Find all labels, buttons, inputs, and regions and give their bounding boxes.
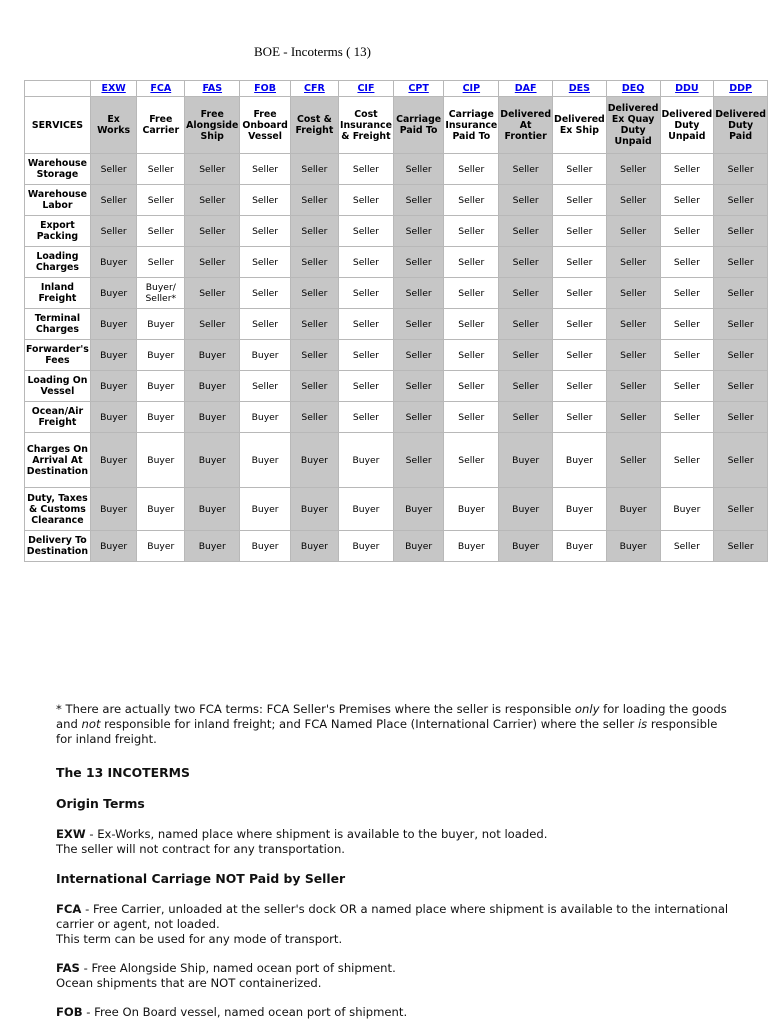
responsibility-cell: Buyer	[240, 402, 291, 433]
responsibility-cell: Buyer	[91, 433, 138, 488]
service-label: Charges On Arrival At Destination	[25, 433, 91, 488]
responsibility-cell: Seller	[291, 216, 339, 247]
responsibility-cell: Seller	[394, 247, 444, 278]
incoterms-table	[24, 80, 768, 562]
responsibility-cell: Seller	[607, 185, 661, 216]
responsibility-cell: Seller	[499, 216, 553, 247]
exw-description: EXW - Ex-Works, named place where shipment is available to the buyer, not loaded. The seller will not contract for any transportation.	[56, 827, 548, 856]
responsibility-cell: Seller	[137, 216, 185, 247]
responsibility-cell: Buyer	[185, 488, 240, 531]
table-row	[25, 371, 768, 402]
responsibility-cell: Buyer	[91, 531, 138, 562]
fob-description: FOB - Free On Board vessel, named ocean port of shipment.	[56, 1005, 408, 1019]
code-header-ddp	[714, 81, 768, 97]
table-row	[25, 278, 768, 309]
service-label: Inland Freight	[25, 278, 91, 309]
responsibility-cell: Seller	[607, 247, 661, 278]
responsibility-cell: Buyer	[394, 488, 444, 531]
responsibility-cell: Seller	[137, 154, 185, 185]
responsibility-cell: Seller	[444, 185, 499, 216]
responsibility-cell: Seller	[394, 278, 444, 309]
responsibility-cell: Buyer	[137, 340, 185, 371]
responsibility-cell: Seller	[185, 216, 240, 247]
responsibility-cell: Buyer	[291, 433, 339, 488]
responsibility-cell: Seller	[714, 371, 768, 402]
responsibility-cell: Seller	[661, 278, 715, 309]
table-row	[25, 433, 768, 488]
name-header-row	[25, 97, 768, 154]
responsibility-cell: Seller	[661, 185, 715, 216]
responsibility-cell: Seller	[661, 216, 715, 247]
heading-origin-terms: Origin Terms	[56, 796, 145, 811]
responsibility-cell: Seller	[499, 247, 553, 278]
term-name-ddu: Delivered Duty Unpaid	[661, 97, 715, 154]
responsibility-cell: Buyer	[444, 531, 499, 562]
responsibility-cell: Buyer	[91, 402, 138, 433]
responsibility-cell: Seller	[607, 154, 661, 185]
responsibility-cell: Buyer	[553, 433, 607, 488]
incoterm-link-ddu[interactable]: DDU	[675, 83, 699, 94]
code-header-row	[25, 81, 768, 97]
responsibility-cell: Buyer	[137, 402, 185, 433]
term-name-fob: Free Onboard Vessel	[240, 97, 291, 154]
service-label: Forwarder's Fees	[25, 340, 91, 371]
responsibility-cell: Seller	[661, 309, 715, 340]
fca-footnote: * There are actually two FCA terms: FCA Seller's Premises where the seller is responsible only for loading the goods and not responsible for inland freight; and FCA Named Place (International Carrier) where the seller is responsible for inland freight.	[56, 702, 727, 746]
responsibility-cell: Buyer	[240, 488, 291, 531]
responsibility-cell: Seller	[714, 488, 768, 531]
responsibility-cell: Seller	[714, 247, 768, 278]
term-name-daf: Delivered At Frontier	[499, 97, 553, 154]
responsibility-cell: Buyer	[291, 531, 339, 562]
responsibility-cell: Seller	[444, 433, 499, 488]
responsibility-cell: Seller	[91, 185, 138, 216]
responsibility-cell: Seller	[607, 340, 661, 371]
responsibility-cell: Seller	[661, 340, 715, 371]
incoterm-link-daf[interactable]: DAF	[514, 83, 537, 94]
responsibility-cell: Buyer	[91, 247, 138, 278]
responsibility-cell: Seller	[339, 216, 394, 247]
service-label: Delivery To Destination	[25, 531, 91, 562]
service-label: Warehouse Labor	[25, 185, 91, 216]
responsibility-cell: Seller	[499, 154, 553, 185]
responsibility-cell: Buyer	[499, 488, 553, 531]
responsibility-cell: Seller	[553, 216, 607, 247]
table-row	[25, 247, 768, 278]
service-label: Loading Charges	[25, 247, 91, 278]
responsibility-cell: Seller	[444, 309, 499, 340]
responsibility-cell: Buyer	[607, 488, 661, 531]
responsibility-cell: Buyer	[499, 433, 553, 488]
responsibility-cell: Seller	[444, 340, 499, 371]
responsibility-cell: Buyer	[553, 488, 607, 531]
responsibility-cell: Seller	[553, 402, 607, 433]
responsibility-cell: Seller	[607, 278, 661, 309]
code-header-cif	[339, 81, 394, 97]
table-row	[25, 185, 768, 216]
responsibility-cell: Seller	[444, 247, 499, 278]
responsibility-cell: Seller	[553, 185, 607, 216]
term-name-cpt: Carriage Paid To	[394, 97, 444, 154]
responsibility-cell: Seller	[553, 371, 607, 402]
responsibility-cell: Seller	[240, 216, 291, 247]
responsibility-cell: Seller	[291, 185, 339, 216]
responsibility-cell: Seller	[339, 340, 394, 371]
term-name-fca: Free Carrier	[137, 97, 185, 154]
responsibility-cell: Seller	[91, 216, 138, 247]
code-header-fca	[137, 81, 185, 97]
responsibility-cell: Seller	[339, 371, 394, 402]
responsibility-cell: Buyer	[185, 402, 240, 433]
incoterm-link-fca[interactable]: FCA	[150, 83, 172, 94]
responsibility-cell: Seller	[240, 154, 291, 185]
responsibility-cell: Buyer	[339, 488, 394, 531]
responsibility-cell: Buyer	[91, 340, 138, 371]
responsibility-cell: Seller	[240, 185, 291, 216]
incoterm-link-exw[interactable]: EXW	[101, 83, 126, 94]
responsibility-cell: Seller	[714, 278, 768, 309]
responsibility-cell: Seller	[185, 309, 240, 340]
responsibility-cell: Seller	[714, 433, 768, 488]
responsibility-cell: Buyer/ Seller*	[137, 278, 185, 309]
responsibility-cell: Seller	[444, 278, 499, 309]
responsibility-cell: Seller	[444, 371, 499, 402]
responsibility-cell: Buyer	[444, 488, 499, 531]
responsibility-cell: Seller	[240, 371, 291, 402]
responsibility-cell: Buyer	[394, 531, 444, 562]
responsibility-cell: Seller	[185, 185, 240, 216]
responsibility-cell: Seller	[499, 402, 553, 433]
responsibility-cell: Seller	[714, 309, 768, 340]
service-label: Loading On Vessel	[25, 371, 91, 402]
responsibility-cell: Seller	[394, 340, 444, 371]
code-header-daf	[499, 81, 553, 97]
notes-section	[56, 702, 736, 1034]
term-name-ddp: Delivered Duty Paid	[714, 97, 768, 154]
code-header-des	[553, 81, 607, 97]
table-row	[25, 340, 768, 371]
incoterm-link-fas[interactable]: FAS	[202, 83, 223, 94]
responsibility-cell: Buyer	[91, 278, 138, 309]
responsibility-cell: Seller	[714, 154, 768, 185]
responsibility-cell: Buyer	[240, 433, 291, 488]
responsibility-cell: Seller	[607, 216, 661, 247]
code-header-fas	[185, 81, 240, 97]
responsibility-cell: Seller	[394, 433, 444, 488]
responsibility-cell: Buyer	[91, 488, 138, 531]
service-label: Warehouse Storage	[25, 154, 91, 185]
code-header-deq	[607, 81, 661, 97]
responsibility-cell: Seller	[394, 371, 444, 402]
responsibility-cell: Seller	[240, 247, 291, 278]
code-header-ddu	[661, 81, 715, 97]
responsibility-cell: Seller	[339, 154, 394, 185]
fas-description: FAS - Free Alongside Ship, named ocean port of shipment. Ocean shipments that are NOT containerized.	[56, 961, 396, 990]
heading-13-incoterms: The 13 INCOTERMS	[56, 765, 190, 780]
responsibility-cell: Buyer	[137, 433, 185, 488]
responsibility-cell: Seller	[714, 402, 768, 433]
incoterm-link-deq[interactable]: DEQ	[621, 83, 645, 94]
table-row	[25, 488, 768, 531]
responsibility-cell: Buyer	[607, 531, 661, 562]
responsibility-cell: Seller	[394, 309, 444, 340]
incoterm-link-cfr[interactable]: CFR	[304, 83, 325, 94]
code-header-cpt	[394, 81, 444, 97]
responsibility-cell: Buyer	[137, 488, 185, 531]
responsibility-cell: Buyer	[339, 531, 394, 562]
responsibility-cell: Seller	[553, 278, 607, 309]
term-name-exw: Ex Works	[91, 97, 138, 154]
responsibility-cell: Seller	[394, 402, 444, 433]
responsibility-cell: Seller	[291, 278, 339, 309]
responsibility-cell: Buyer	[137, 309, 185, 340]
term-name-cif: Cost Insurance & Freight	[339, 97, 394, 154]
responsibility-cell: Buyer	[291, 488, 339, 531]
responsibility-cell: Seller	[291, 402, 339, 433]
responsibility-cell: Seller	[499, 185, 553, 216]
heading-intl-carriage: International Carriage NOT Paid by Seller	[56, 871, 346, 886]
fca-description: FCA - Free Carrier, unloaded at the seller's dock OR a named place where shipment is available to the international carrier or agent, not loaded. This term can be used for any mode of transport.	[56, 902, 729, 946]
responsibility-cell: Seller	[339, 247, 394, 278]
responsibility-cell: Seller	[661, 154, 715, 185]
responsibility-cell: Seller	[661, 371, 715, 402]
responsibility-cell: Seller	[714, 531, 768, 562]
term-name-des: Delivered Ex Ship	[553, 97, 607, 154]
responsibility-cell: Buyer	[137, 371, 185, 402]
service-label: Ocean/Air Freight	[25, 402, 91, 433]
responsibility-cell: Seller	[185, 247, 240, 278]
table-row	[25, 309, 768, 340]
responsibility-cell: Seller	[291, 340, 339, 371]
responsibility-cell: Seller	[661, 433, 715, 488]
responsibility-cell: Seller	[291, 154, 339, 185]
responsibility-cell: Buyer	[185, 340, 240, 371]
responsibility-cell: Buyer	[137, 531, 185, 562]
responsibility-cell: Seller	[91, 154, 138, 185]
responsibility-cell: Buyer	[91, 309, 138, 340]
responsibility-cell: Seller	[714, 216, 768, 247]
responsibility-cell: Buyer	[661, 488, 715, 531]
code-header-fob	[240, 81, 291, 97]
term-name-cfr: Cost & Freight	[291, 97, 339, 154]
responsibility-cell: Seller	[661, 402, 715, 433]
responsibility-cell: Seller	[661, 531, 715, 562]
code-header-exw	[91, 81, 138, 97]
responsibility-cell: Seller	[444, 154, 499, 185]
responsibility-cell: Seller	[137, 185, 185, 216]
responsibility-cell: Seller	[607, 371, 661, 402]
responsibility-cell: Seller	[553, 309, 607, 340]
responsibility-cell: Buyer	[240, 340, 291, 371]
incoterm-link-cpt[interactable]: CPT	[408, 83, 429, 94]
responsibility-cell: Seller	[714, 340, 768, 371]
corner-cell	[25, 81, 91, 97]
incoterm-link-fob[interactable]: FOB	[254, 83, 276, 94]
responsibility-cell: Seller	[714, 185, 768, 216]
responsibility-cell: Seller	[607, 309, 661, 340]
service-label: Export Packing	[25, 216, 91, 247]
responsibility-cell: Seller	[499, 309, 553, 340]
table-row	[25, 531, 768, 562]
responsibility-cell: Seller	[291, 309, 339, 340]
responsibility-cell: Seller	[291, 247, 339, 278]
responsibility-cell: Buyer	[339, 433, 394, 488]
responsibility-cell: Seller	[444, 216, 499, 247]
responsibility-cell: Seller	[499, 340, 553, 371]
responsibility-cell: Buyer	[240, 531, 291, 562]
responsibility-cell: Buyer	[185, 531, 240, 562]
service-label: Terminal Charges	[25, 309, 91, 340]
incoterm-link-cif[interactable]: CIF	[357, 83, 375, 94]
responsibility-cell: Seller	[661, 247, 715, 278]
responsibility-cell: Seller	[185, 154, 240, 185]
responsibility-cell: Buyer	[185, 371, 240, 402]
responsibility-cell: Seller	[394, 216, 444, 247]
responsibility-cell: Buyer	[499, 531, 553, 562]
term-name-cip: Carriage Insurance Paid To	[444, 97, 499, 154]
responsibility-cell: Seller	[339, 402, 394, 433]
responsibility-cell: Seller	[607, 433, 661, 488]
responsibility-cell: Seller	[553, 247, 607, 278]
term-name-fas: Free Alongside Ship	[185, 97, 240, 154]
responsibility-cell: Seller	[339, 309, 394, 340]
responsibility-cell: Seller	[185, 278, 240, 309]
responsibility-cell: Seller	[339, 185, 394, 216]
responsibility-cell: Seller	[240, 309, 291, 340]
code-header-cip	[444, 81, 499, 97]
responsibility-cell: Seller	[607, 402, 661, 433]
service-label: Duty, Taxes & Customs Clearance	[25, 488, 91, 531]
page-title: BOE - Incoterms ( 13)	[254, 44, 371, 59]
responsibility-cell: Seller	[553, 154, 607, 185]
table-row	[25, 402, 768, 433]
services-header: SERVICES	[25, 97, 91, 154]
responsibility-cell: Seller	[499, 371, 553, 402]
responsibility-cell: Seller	[240, 278, 291, 309]
code-header-cfr	[291, 81, 339, 97]
responsibility-cell: Buyer	[553, 531, 607, 562]
incoterm-link-cip[interactable]: CIP	[462, 83, 481, 94]
table-row	[25, 154, 768, 185]
incoterm-link-des[interactable]: DES	[568, 83, 590, 94]
responsibility-cell: Seller	[499, 278, 553, 309]
responsibility-cell: Seller	[394, 154, 444, 185]
responsibility-cell: Buyer	[91, 371, 138, 402]
term-name-deq: Delivered Ex Quay Duty Unpaid	[607, 97, 661, 154]
responsibility-cell: Seller	[339, 278, 394, 309]
responsibility-cell: Seller	[553, 340, 607, 371]
responsibility-cell: Seller	[137, 247, 185, 278]
responsibility-cell: Seller	[394, 185, 444, 216]
responsibility-cell: Seller	[291, 371, 339, 402]
table-row	[25, 216, 768, 247]
responsibility-cell: Buyer	[185, 433, 240, 488]
responsibility-cell: Seller	[444, 402, 499, 433]
incoterm-link-ddp[interactable]: DDP	[729, 83, 752, 94]
